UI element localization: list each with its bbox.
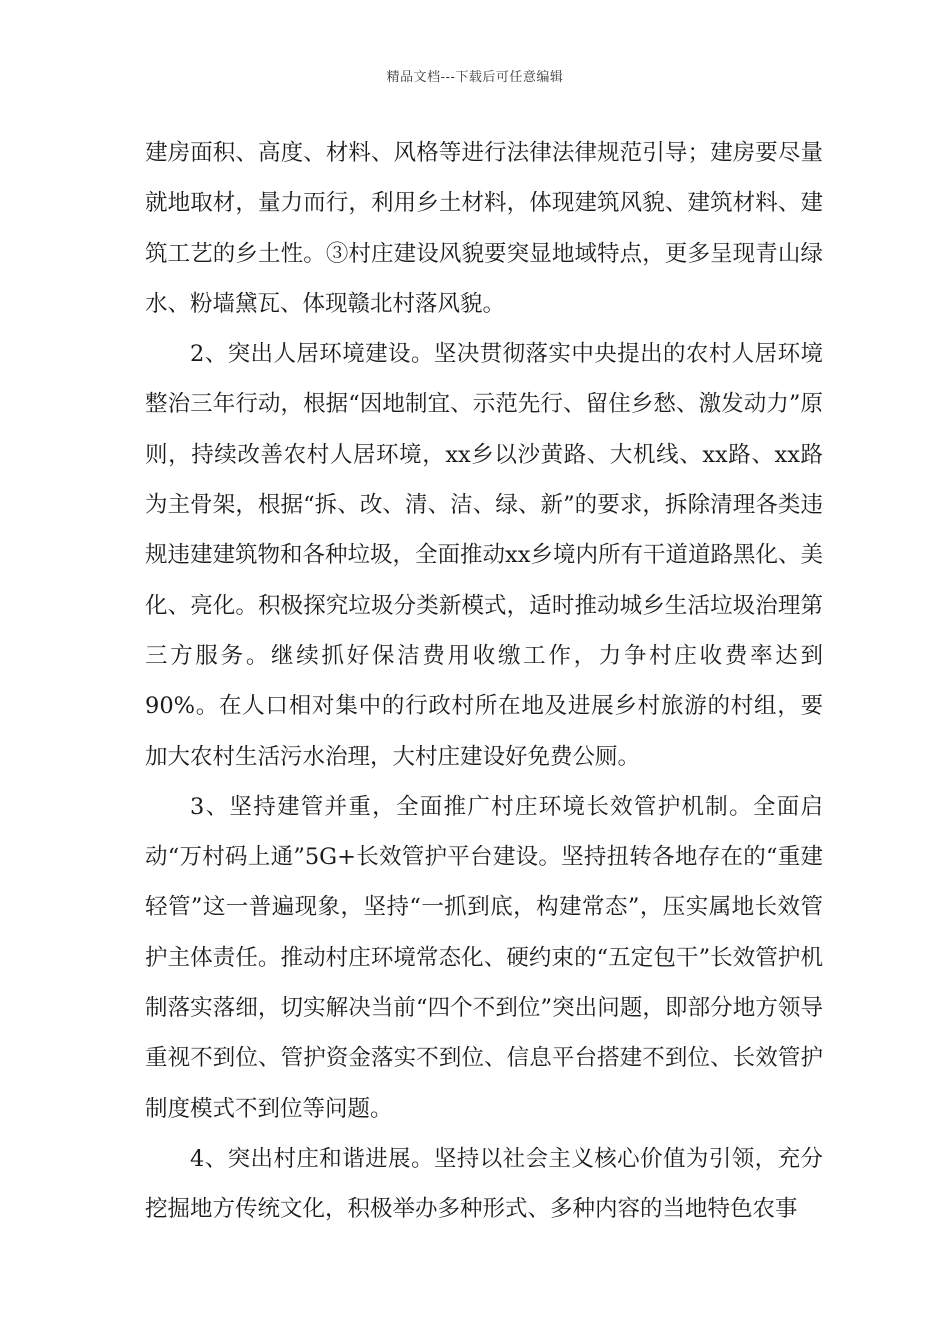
paragraph-4: 4、突出村庄和谐进展。坚持以社会主义核心价值为引领，充分挖掘地方传统文化，积极举办多种形式、多种内容的当地特色农事 [145, 1145, 823, 1223]
page-header: 精品文档---下载后可任意编辑 [386, 70, 564, 85]
document-body [145, 128, 823, 1235]
paragraph-3: 3、坚持建管并重，全面推广村庄环境长效管护机制。全面启动“万村码上通”5G+长效管护平台建设。坚持扭转各地存在的“重建轻管”这一普遍现象，坚持“一抓到底，构建常态”，压实属地长效管护主体责任。推动村庄环境常态化、硬约束的“五定包干”长效管护机制落实落细，切实解决当前“四个不到位”突出问题，即部分地方领导重视不到位、管护资金落实不到位、信息平台搭建不到位、长效管护制度模式不到位等问题。 [145, 793, 823, 1122]
paragraph-continuation: 建房面积、高度、材料、风格等进行法律法律规范引导；建房要尽量就地取材，量力而行，利用乡土材料，体现建筑风貌、建筑材料、建筑工艺的乡土性。③村庄建设风貌要突显地域特点，更多呈现青山绿水、粉墙黛瓦、体现赣北村落风貌。 [145, 140, 823, 317]
paragraph-2: 2、突出人居环境建设。坚决贯彻落实中央提出的农村人居环境整治三年行动，根据“因地制宜、示范先行、留住乡愁、激发动力”原则，持续改善农村人居环境，xx乡以沙黄路、大机线、xx路、xx路为主骨架，根据“拆、改、清、洁、绿、新”的要求，拆除清理各类违规违建建筑物和各种垃圾，全面推动xx乡境内所有干道道路黑化、美化、亮化。积极探究垃圾分类新模式，适时推动城乡生活垃圾治理第三方服务。继续抓好保洁费用收缴工作，力争村庄收费率达到90%。在人口相对集中的行政村所在地及进展乡村旅游的村组，要加大农村生活污水治理，大村庄建设好免费公厕。 [145, 341, 823, 770]
